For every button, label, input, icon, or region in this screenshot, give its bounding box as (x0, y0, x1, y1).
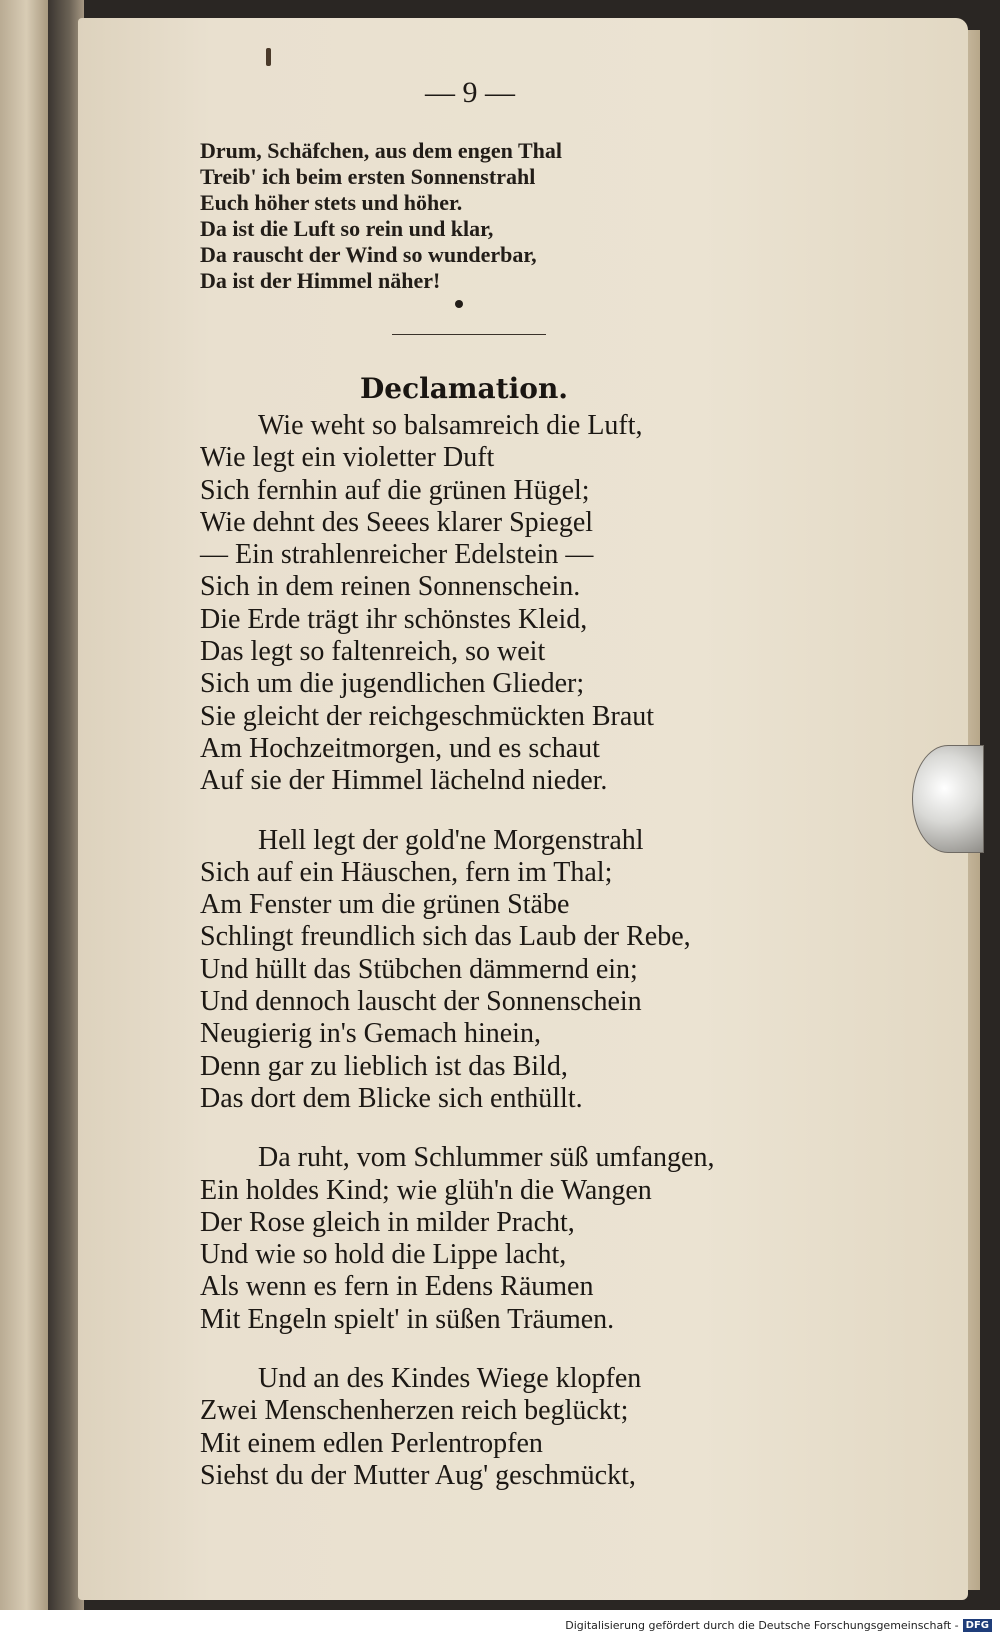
verse-line: Da ist die Luft so rein und klar, (200, 216, 494, 241)
verse-line: Da rauscht der Wind so wunderbar, (200, 242, 537, 267)
verse-line: Wie dehnt des Seees klarer Spiegel (200, 506, 594, 538)
verse-line: Euch höher stets und höher. (200, 190, 463, 215)
verse-line: Da ist der Himmel näher! (200, 268, 441, 293)
section-heading: Declamation. (360, 372, 569, 405)
verse-line: Drum, Schäfchen, aus dem engen Thal (200, 138, 563, 163)
verse-line: Hell legt der gold'ne Morgenstrahl (258, 824, 644, 856)
verse-line: Und dennoch lauscht der Sonnenschein (200, 986, 642, 1018)
verse-line: Sich um die jugendlichen Glieder; (200, 668, 585, 700)
verse-line: Und an des Kindes Wiege klopfen (258, 1363, 642, 1395)
verse-line: Wie legt ein violetter Duft (200, 442, 495, 474)
ink-mark (266, 48, 271, 66)
verse-line: Und hüllt das Stübchen dämmernd ein; (200, 953, 638, 985)
verse-line: Neugierig in's Gemach hinein, (200, 1018, 541, 1050)
verse-line: Am Hochzeitmorgen, und es schaut (200, 732, 600, 764)
verse-line: Am Fenster um die grünen Stäbe (200, 889, 570, 921)
verse-line: — Ein strahlenreicher Edelstein — (200, 539, 594, 571)
verse-line: Mit Engeln spielt' in süßen Träumen. (200, 1303, 615, 1335)
verse-line: Zwei Menschenherzen reich beglückt; (200, 1395, 629, 1427)
verse-line: Die Erde trägt ihr schönstes Kleid, (200, 603, 588, 635)
upper-stanza (200, 138, 562, 294)
verse-line: Und wie so hold die Lippe lacht, (200, 1239, 567, 1271)
verse-line: Ein holdes Kind; wie glüh'n die Wangen (200, 1174, 652, 1206)
verse-line: Auf sie der Himmel lächelnd nieder. (200, 765, 608, 797)
verse-line: Sich fernhin auf die grünen Hügel; (200, 474, 590, 506)
stanza-gap (200, 1336, 714, 1363)
verse-line: Denn gar zu lieblich ist das Bild, (200, 1050, 568, 1082)
poem-body (200, 410, 714, 1492)
verse-line: Das legt so faltenreich, so weit (200, 636, 546, 668)
verse-line: Da ruht, vom Schlummer süß umfangen, (258, 1142, 715, 1174)
bullet-mark (455, 300, 463, 308)
dfg-logo-icon: DFG (963, 1619, 992, 1632)
verse-line: Sie gleicht der reichgeschmückten Braut (200, 700, 655, 732)
verse-line: Sich auf ein Häuschen, fern im Thal; (200, 856, 613, 888)
verse-line: Treib' ich beim ersten Sonnenstrahl (200, 164, 536, 189)
verse-line: Wie weht so balsamreich die Luft, (258, 410, 643, 441)
verse-line: Siehst du der Mutter Aug' geschmückt, (200, 1459, 636, 1491)
stanza-gap (200, 798, 714, 825)
verse-line: Schlingt freundlich sich das Laub der Rebe, (200, 921, 691, 953)
page-number: — 9 — (425, 76, 515, 109)
verse-line: Das dort dem Blicke sich enthüllt. (200, 1082, 583, 1114)
verse-line: Der Rose gleich in milder Pracht, (200, 1206, 575, 1238)
digitization-credit (565, 1619, 992, 1632)
verse-line: Sich in dem reinen Sonnenschein. (200, 571, 581, 603)
credit-text: Digitalisierung gefördert durch die Deutsche Forschungsgemeinschaft - (565, 1619, 959, 1632)
section-divider (392, 334, 546, 335)
verse-line: Als wenn es fern in Edens Räumen (200, 1271, 594, 1303)
stanza-gap (200, 1115, 714, 1142)
left-page-edge (0, 0, 48, 1610)
verse-line: Mit einem edlen Perlentropfen (200, 1427, 543, 1459)
page-clip (912, 745, 984, 853)
